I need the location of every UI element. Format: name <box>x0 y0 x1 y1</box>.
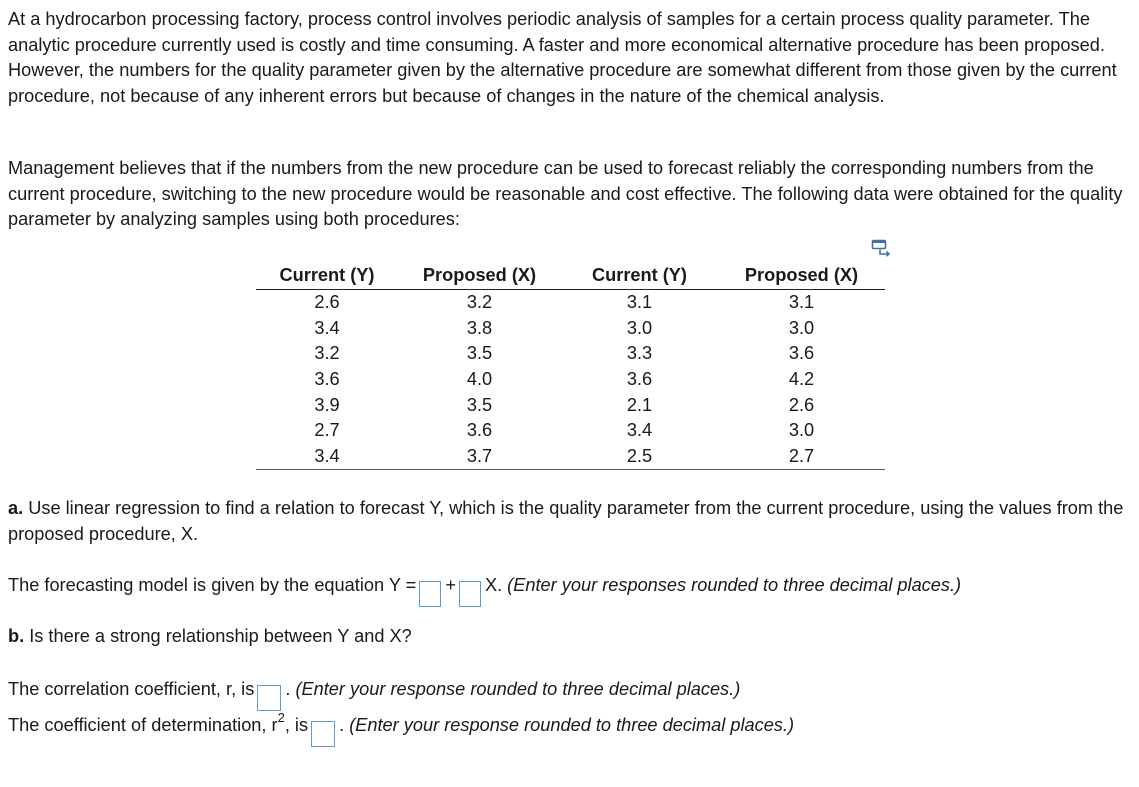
equation-line <box>8 573 961 607</box>
table-cell: 2.6 <box>788 394 815 415</box>
table-row <box>256 367 885 393</box>
table-cell: 3.4 <box>314 317 340 338</box>
table-cell: 3.2 <box>466 292 493 313</box>
table-cell: 3.8 <box>466 317 493 338</box>
table-cell: 3.1 <box>788 292 815 313</box>
table-row <box>256 316 885 342</box>
correlation-input[interactable] <box>257 685 281 711</box>
table-cell: 3.2 <box>314 343 340 364</box>
correlation-prefix: The correlation coefficient, r, is <box>8 679 255 699</box>
table-cell: 3.5 <box>466 394 493 415</box>
table-row <box>256 290 885 316</box>
correlation-line: The correlation coefficient, r, is . (Enter your response rounded to three decimal places.) <box>8 677 740 711</box>
table-cell: 3.6 <box>314 369 340 390</box>
intercept-input[interactable] <box>419 581 441 607</box>
table-cell: 3.5 <box>466 343 493 364</box>
intro-paragraph-1: At a hydrocarbon processing factory, process control involves periodic analysis of samples for a certain process quality parameter. The analytic procedure currently used is costly and time consuming. A faster and more economical alternative procedure has been proposed. However, the numbers for the quality parameter given by the alternative procedure are somewhat different from those given by the current procedure, not because of any inherent errors but because of changes in the nature of the chemical analysis. <box>8 9 1117 106</box>
part-a-question-text: Use linear regression to find a relation to forecast Y, which is the quality parameter from the current procedure, using the values from the proposed procedure, X. <box>8 498 1124 544</box>
table-row <box>256 444 885 470</box>
table-cell: 2.5 <box>561 444 718 470</box>
header-current-y-2: Current (Y) <box>561 262 718 290</box>
intro-paragraph-2: Management believes that if the numbers from the new procedure can be used to forecast reliably the corresponding numbers from the current procedure, switching to the new procedure would be reasonable and cost effective. The following data were obtained for the quality parameter by analyzing samples using both procedures: <box>8 158 1123 230</box>
table-cell: 3.9 <box>314 394 340 415</box>
table-row <box>256 392 885 418</box>
part-a-question <box>8 496 1128 547</box>
table-cell: 3.4 <box>256 444 398 470</box>
part-b-question-text: Is there a strong relationship between Y and X? <box>24 626 412 646</box>
determination-hint: (Enter your response rounded to three decimal places.) <box>349 715 795 735</box>
table-cell: 2.7 <box>314 420 340 441</box>
table-row <box>256 418 885 444</box>
table-cell: 4.2 <box>788 369 815 390</box>
slope-input[interactable] <box>459 581 481 607</box>
table-cell: 3.0 <box>788 420 815 441</box>
part-b-label: b. <box>8 626 25 646</box>
table-cell: 4.0 <box>466 369 493 390</box>
table-row <box>256 341 885 367</box>
table-cell: 2.6 <box>314 292 340 313</box>
header-current-y-1: Current (Y) <box>256 262 398 290</box>
copy-data-icon[interactable] <box>871 239 891 257</box>
table-header-row <box>256 262 885 290</box>
table-cell: 3.7 <box>398 444 561 470</box>
equation-hint: (Enter your responses rounded to three decimal places.) <box>502 575 962 595</box>
equation-prefix: The forecasting model is given by the equation Y = <box>8 575 417 595</box>
correlation-hint: (Enter your response rounded to three decimal places.) <box>295 679 741 699</box>
determination-prefix-start: The coefficient of determination, r <box>8 715 278 735</box>
determination-line: The coefficient of determination, $r^2$, is . (Enter your response rounded to three decimal places.) <box>8 713 794 747</box>
equation-suffix: X. <box>484 575 503 595</box>
determination-superscript: 2 <box>277 710 285 725</box>
table-cell: 2.1 <box>626 394 653 415</box>
data-table <box>256 262 885 470</box>
table-cell: 3.6 <box>788 343 815 364</box>
table-cell: 3.6 <box>466 420 493 441</box>
table-cell: 3.4 <box>626 420 653 441</box>
header-proposed-x-2: Proposed (X) <box>718 262 885 290</box>
table-cell: 3.0 <box>788 317 815 338</box>
table-cell: 3.3 <box>626 343 653 364</box>
table-cell: 2.7 <box>718 444 885 470</box>
table-cell: 3.6 <box>626 369 653 390</box>
table-cell: 3.0 <box>626 317 653 338</box>
determination-input[interactable] <box>311 721 335 747</box>
determination-prefix-end: , is <box>284 715 309 735</box>
header-proposed-x-1: Proposed (X) <box>398 262 561 290</box>
part-a-label: a. <box>8 498 24 518</box>
table-cell: 3.1 <box>626 292 653 313</box>
plus-sign: + <box>445 575 456 595</box>
part-b-question <box>8 624 412 650</box>
